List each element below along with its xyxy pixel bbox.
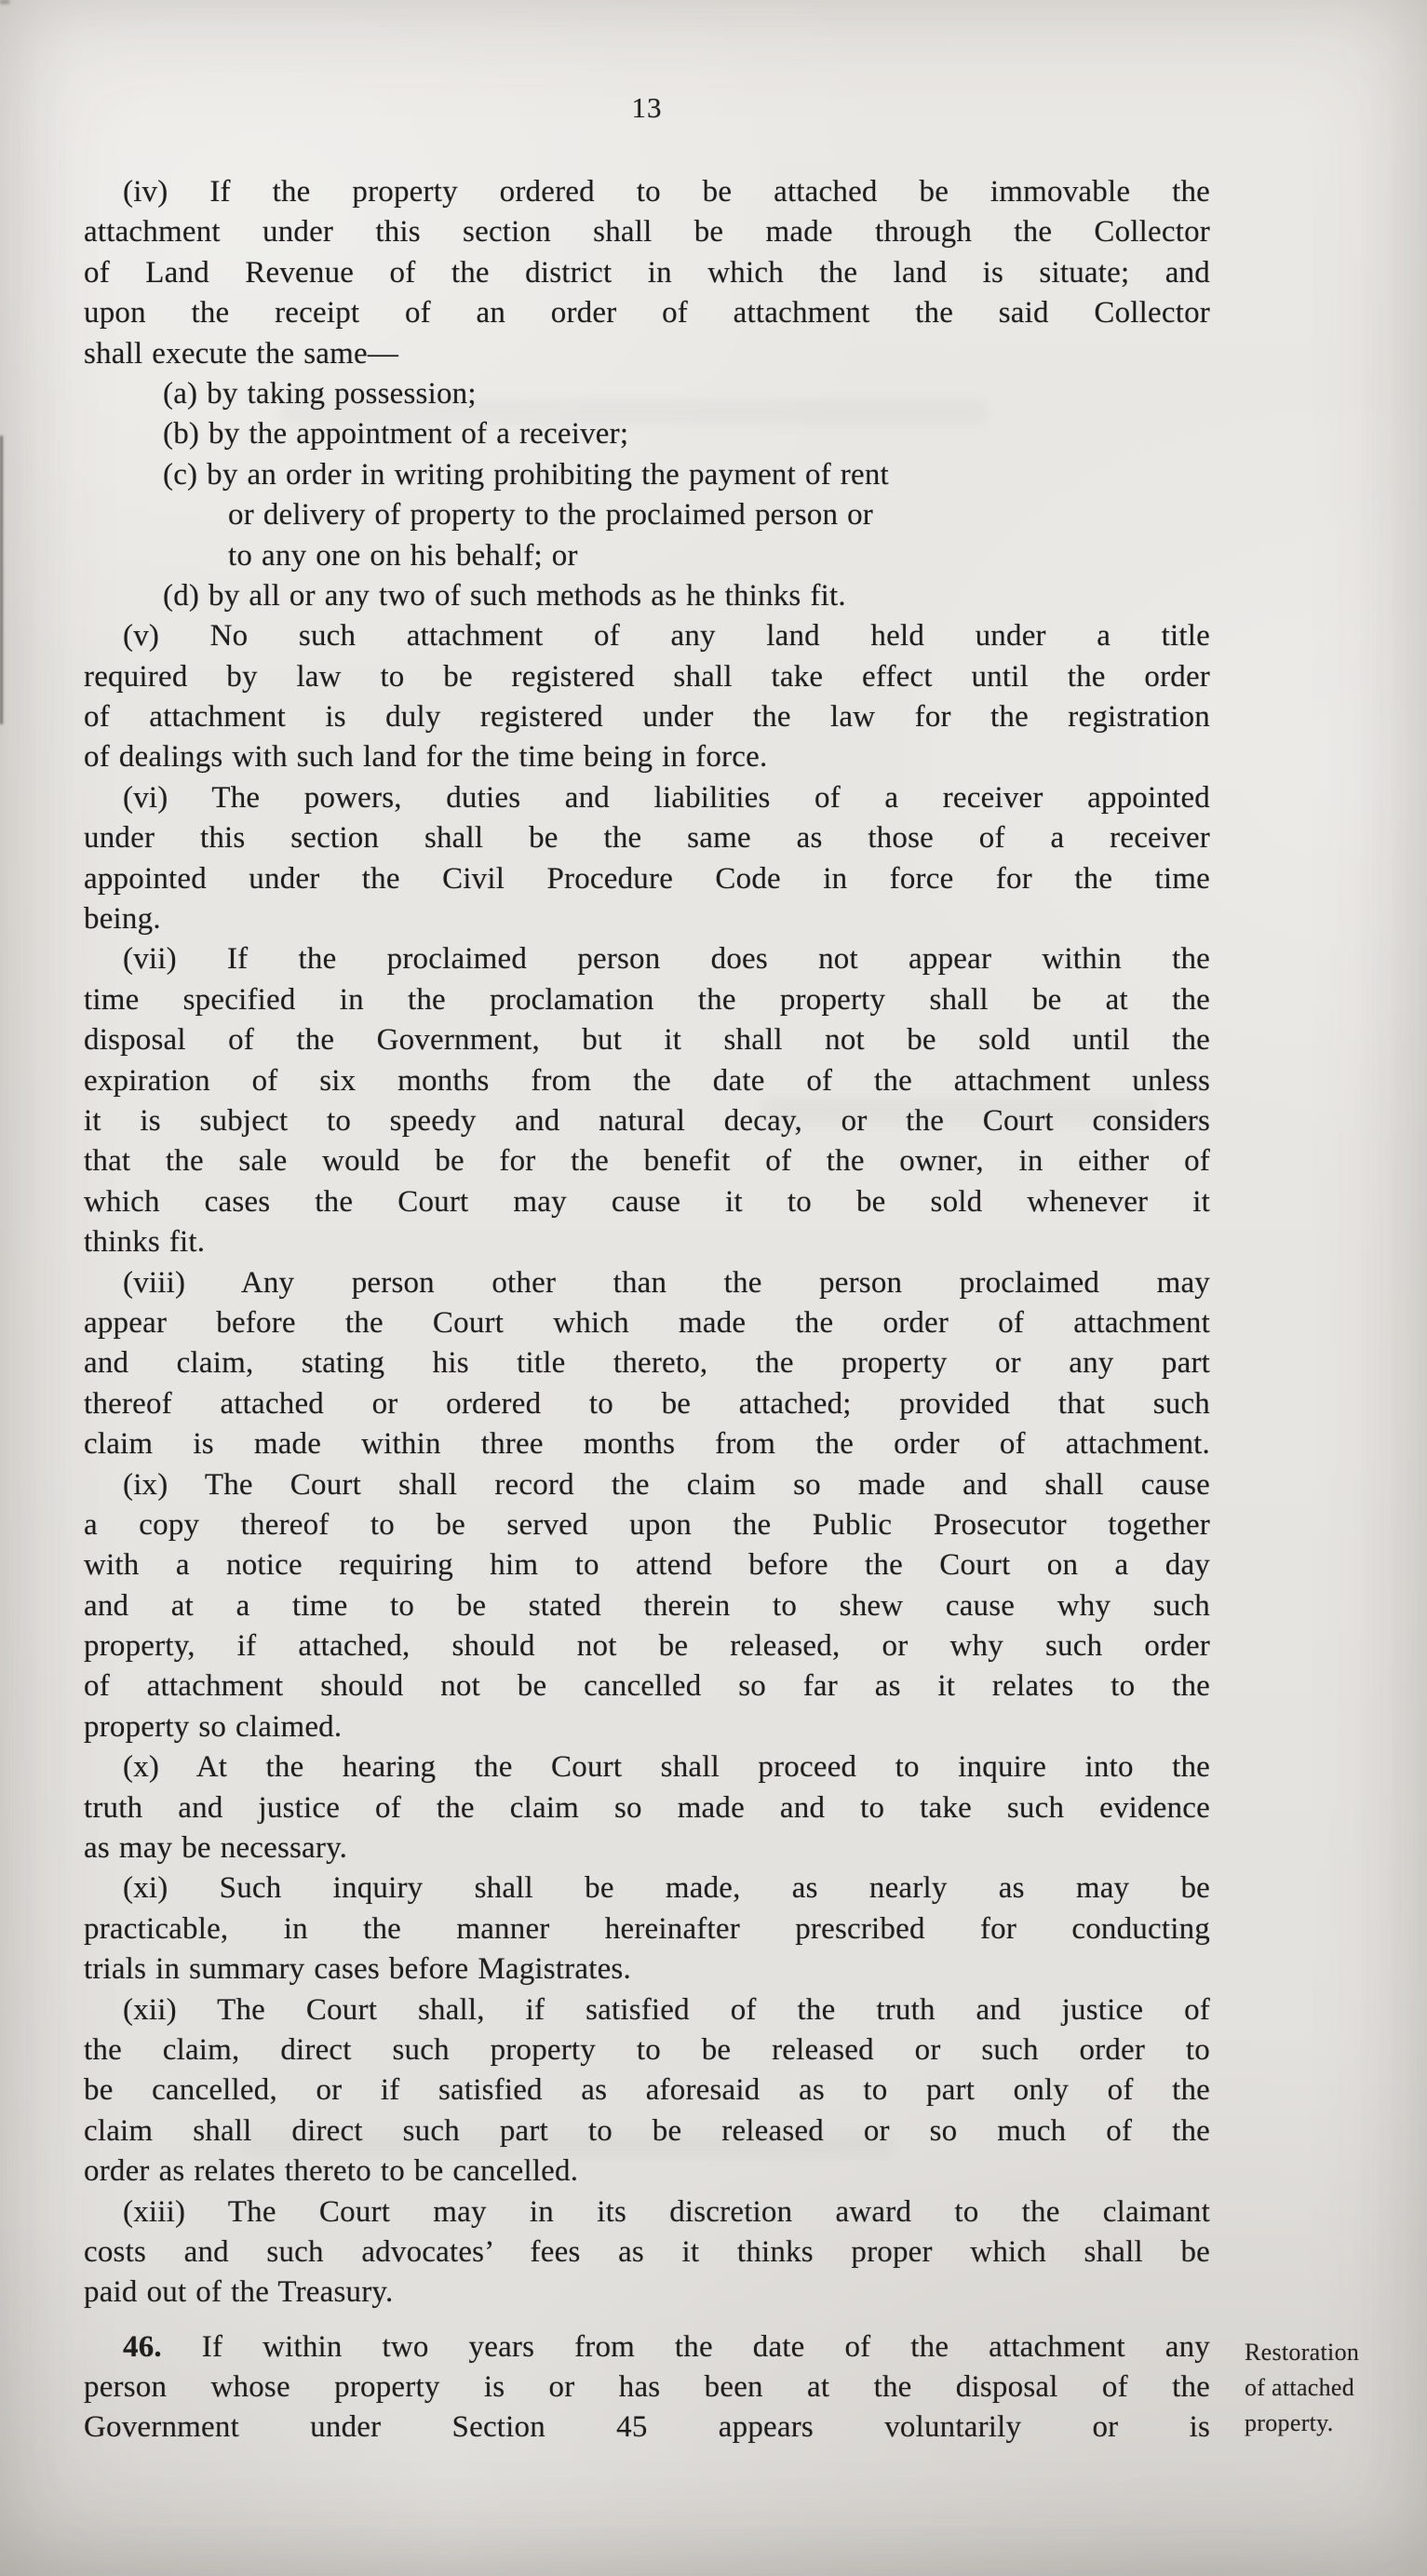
text-line: (d) by all or any two of such methods as he thinks fit. — [163, 578, 846, 613]
text-line: costs and such advocates’ fees as it thinks proper which shall be — [84, 2234, 1210, 2269]
text-line: under this section shall be the same as those of a receiver — [84, 821, 1210, 856]
text-line: (b) by the appointment of a receiver; — [163, 417, 629, 452]
text-line: person whose property is or has been at the disposal of the — [84, 2370, 1210, 2405]
text-line: practicable, in the manner hereinafter prescribed for conducting — [84, 1911, 1210, 1946]
text-line: of attachment should not be cancelled so far as it relates to the — [84, 1669, 1210, 1704]
text-line: with a notice requiring him to attend before the Court on a day — [84, 1548, 1210, 1583]
text-line: (xiii) The Court may in its discretion award to the claimant — [123, 2194, 1210, 2229]
text-line: and at a time to be stated therein to shew cause why such — [84, 1588, 1210, 1623]
text-line: appointed under the Civil Procedure Code in force for the time — [84, 861, 1210, 896]
margin-note-line: Restoration — [1245, 2339, 1360, 2366]
text-line: (x) At the hearing the Court shall proceed to inquire into the — [123, 1750, 1210, 1785]
text-line: (v) No such attachment of any land held under a title — [123, 619, 1210, 654]
text-line: time specified in the proclamation the property shall be at the — [84, 982, 1210, 1017]
text-line: of Land Revenue of the district in which the land is situate; and — [84, 255, 1210, 290]
text-line: that the sale would be for the benefit of the owner, in either of — [84, 1144, 1210, 1179]
text-line: (xii) The Court shall, if satisfied of the truth and justice of — [123, 1992, 1210, 2027]
text-line: to any one on his behalf; or — [228, 538, 578, 573]
text-line: claim is made within three months from the order of attachment. — [84, 1427, 1210, 1462]
text-line: thereof attached or ordered to be attached; provided that such — [84, 1386, 1210, 1421]
text-line: which cases the Court may cause it to be sold whenever it — [84, 1184, 1210, 1219]
text-line: disposal of the Government, but it shall not be sold until the — [84, 1023, 1210, 1058]
text-line: attachment under this section shall be made through the Collector — [84, 215, 1210, 250]
text-line: being. — [84, 902, 161, 937]
text-line: the claim, direct such property to be released or such order to — [84, 2032, 1210, 2067]
text-line: shall execute the same— — [84, 336, 399, 371]
text-line: (iv) If the property ordered to be attached be immovable the — [123, 175, 1210, 209]
margin-note-line: of attached — [1245, 2374, 1355, 2401]
text-line: and claim, stating his title thereto, the property or any part — [84, 1346, 1210, 1381]
text-line: paid out of the Treasury. — [84, 2275, 394, 2310]
text-line: a copy thereof to be served upon the Public Prosecutor together — [84, 1507, 1210, 1542]
text-line: (viii) Any person other than the person proclaimed may — [123, 1265, 1210, 1300]
text-line: of dealings with such land for the time being in force. — [84, 740, 768, 775]
text-line: be cancelled, or if satisfied as aforesaid as to part only of the — [84, 2073, 1210, 2108]
text-line: claim shall direct such part to be released or so much of the — [84, 2113, 1210, 2148]
text-line: it is subject to speedy and natural decay, or the Court considers — [84, 1103, 1210, 1138]
page-number: 13 — [631, 91, 663, 124]
text-line: or delivery of property to the proclaimed person or — [228, 498, 873, 533]
text-line: expiration of six months from the date of the attachment unless — [84, 1063, 1210, 1098]
text-line: 46. If within two years from the date of the attachment any — [123, 2329, 1210, 2364]
text-line: (ix) The Court shall record the claim so made and shall cause — [123, 1467, 1210, 1502]
text-line: property, if attached, should not be released, or why such order — [84, 1629, 1210, 1664]
margin-note-line: property. — [1245, 2409, 1334, 2436]
text-line: (c) by an order in writing prohibiting the payment of rent — [163, 457, 889, 492]
text-line: of attachment is duly registered under the law for the registration — [84, 700, 1210, 735]
scan-edge-artifact — [0, 436, 3, 724]
text-line: order as relates thereto to be cancelled. — [84, 2154, 579, 2189]
text-line: (xi) Such inquiry shall be made, as nearly as may be — [123, 1871, 1210, 1906]
text-line: appear before the Court which made the order of attachment — [84, 1305, 1210, 1340]
text-line: as may be necessary. — [84, 1831, 348, 1866]
text-line: (vi) The powers, duties and liabilities of a receiver appointed — [123, 780, 1210, 815]
margin-note — [1245, 2335, 1412, 2441]
text-line: (a) by taking possession; — [163, 376, 477, 411]
text-line: thinks fit. — [84, 1225, 206, 1260]
text-line: Government under Section 45 appears voluntarily or is — [84, 2410, 1210, 2445]
scan-edge-artifact — [0, 0, 9, 4]
text-line: truth and justice of the claim so made and to take such evidence — [84, 1790, 1210, 1825]
text-line: required by law to be registered shall take effect until the order — [84, 659, 1210, 694]
text-line: property so claimed. — [84, 1709, 343, 1744]
text-line: (vii) If the proclaimed person does not appear within the — [123, 942, 1210, 977]
text-line: upon the receipt of an order of attachment the said Collector — [84, 296, 1210, 330]
text-line: trials in summary cases before Magistrates. — [84, 1952, 631, 1987]
text-body — [84, 172, 1210, 2448]
